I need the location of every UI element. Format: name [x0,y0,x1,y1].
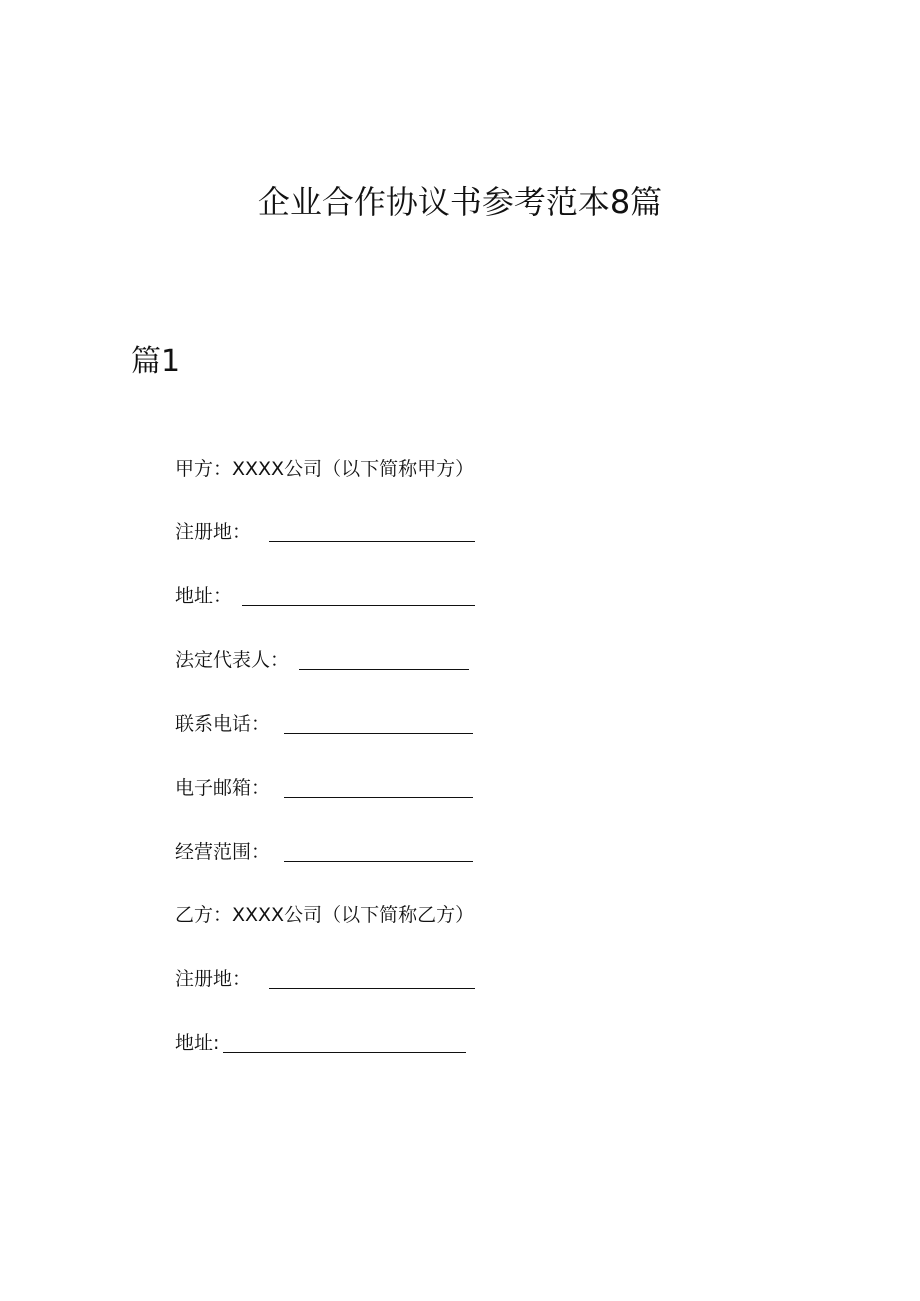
party-a-phone-blank [284,733,473,734]
party-a-email-label: 电子邮箱： [175,777,271,799]
party-b-registered-address-field [175,962,475,992]
party-a-registered-address-blank [269,541,475,542]
party-a-address-blank [242,605,475,606]
party-a-email-field [175,771,475,801]
party-b-address-label: 地址: [175,1032,220,1054]
party-a-intro-text: 甲方：XXXX公司（以下简称甲方） [175,458,475,480]
party-a-business-scope-field [175,835,475,865]
document-title: 企业合作协议书参考范本8篇 [257,183,663,221]
party-b-registered-address-blank [269,988,475,989]
party-a-email-blank [284,797,473,798]
party-a-intro [175,452,475,482]
party-b-intro-text: 乙方：XXXX公司（以下简称乙方） [175,904,475,926]
party-a-address-label: 地址： [175,585,233,607]
party-a-legal-representative-field [175,643,475,673]
party-b-registered-address-label: 注册地： [175,968,252,990]
party-b-intro [175,898,475,928]
party-a-phone-label: 联系电话： [175,713,271,735]
party-b-address-blank [223,1052,466,1053]
party-a-business-scope-blank [284,861,473,862]
party-b-address-field [175,1026,475,1056]
section-heading: 篇1 [131,344,181,379]
party-a-phone-field [175,707,475,737]
party-a-registered-address-label: 注册地： [175,521,252,543]
party-a-address-field [175,579,475,609]
party-a-business-scope-label: 经营范围： [175,841,271,863]
party-a-registered-address-field [175,515,475,545]
party-a-legal-representative-blank [299,669,469,670]
party-a-legal-representative-label: 法定代表人： [175,649,290,671]
